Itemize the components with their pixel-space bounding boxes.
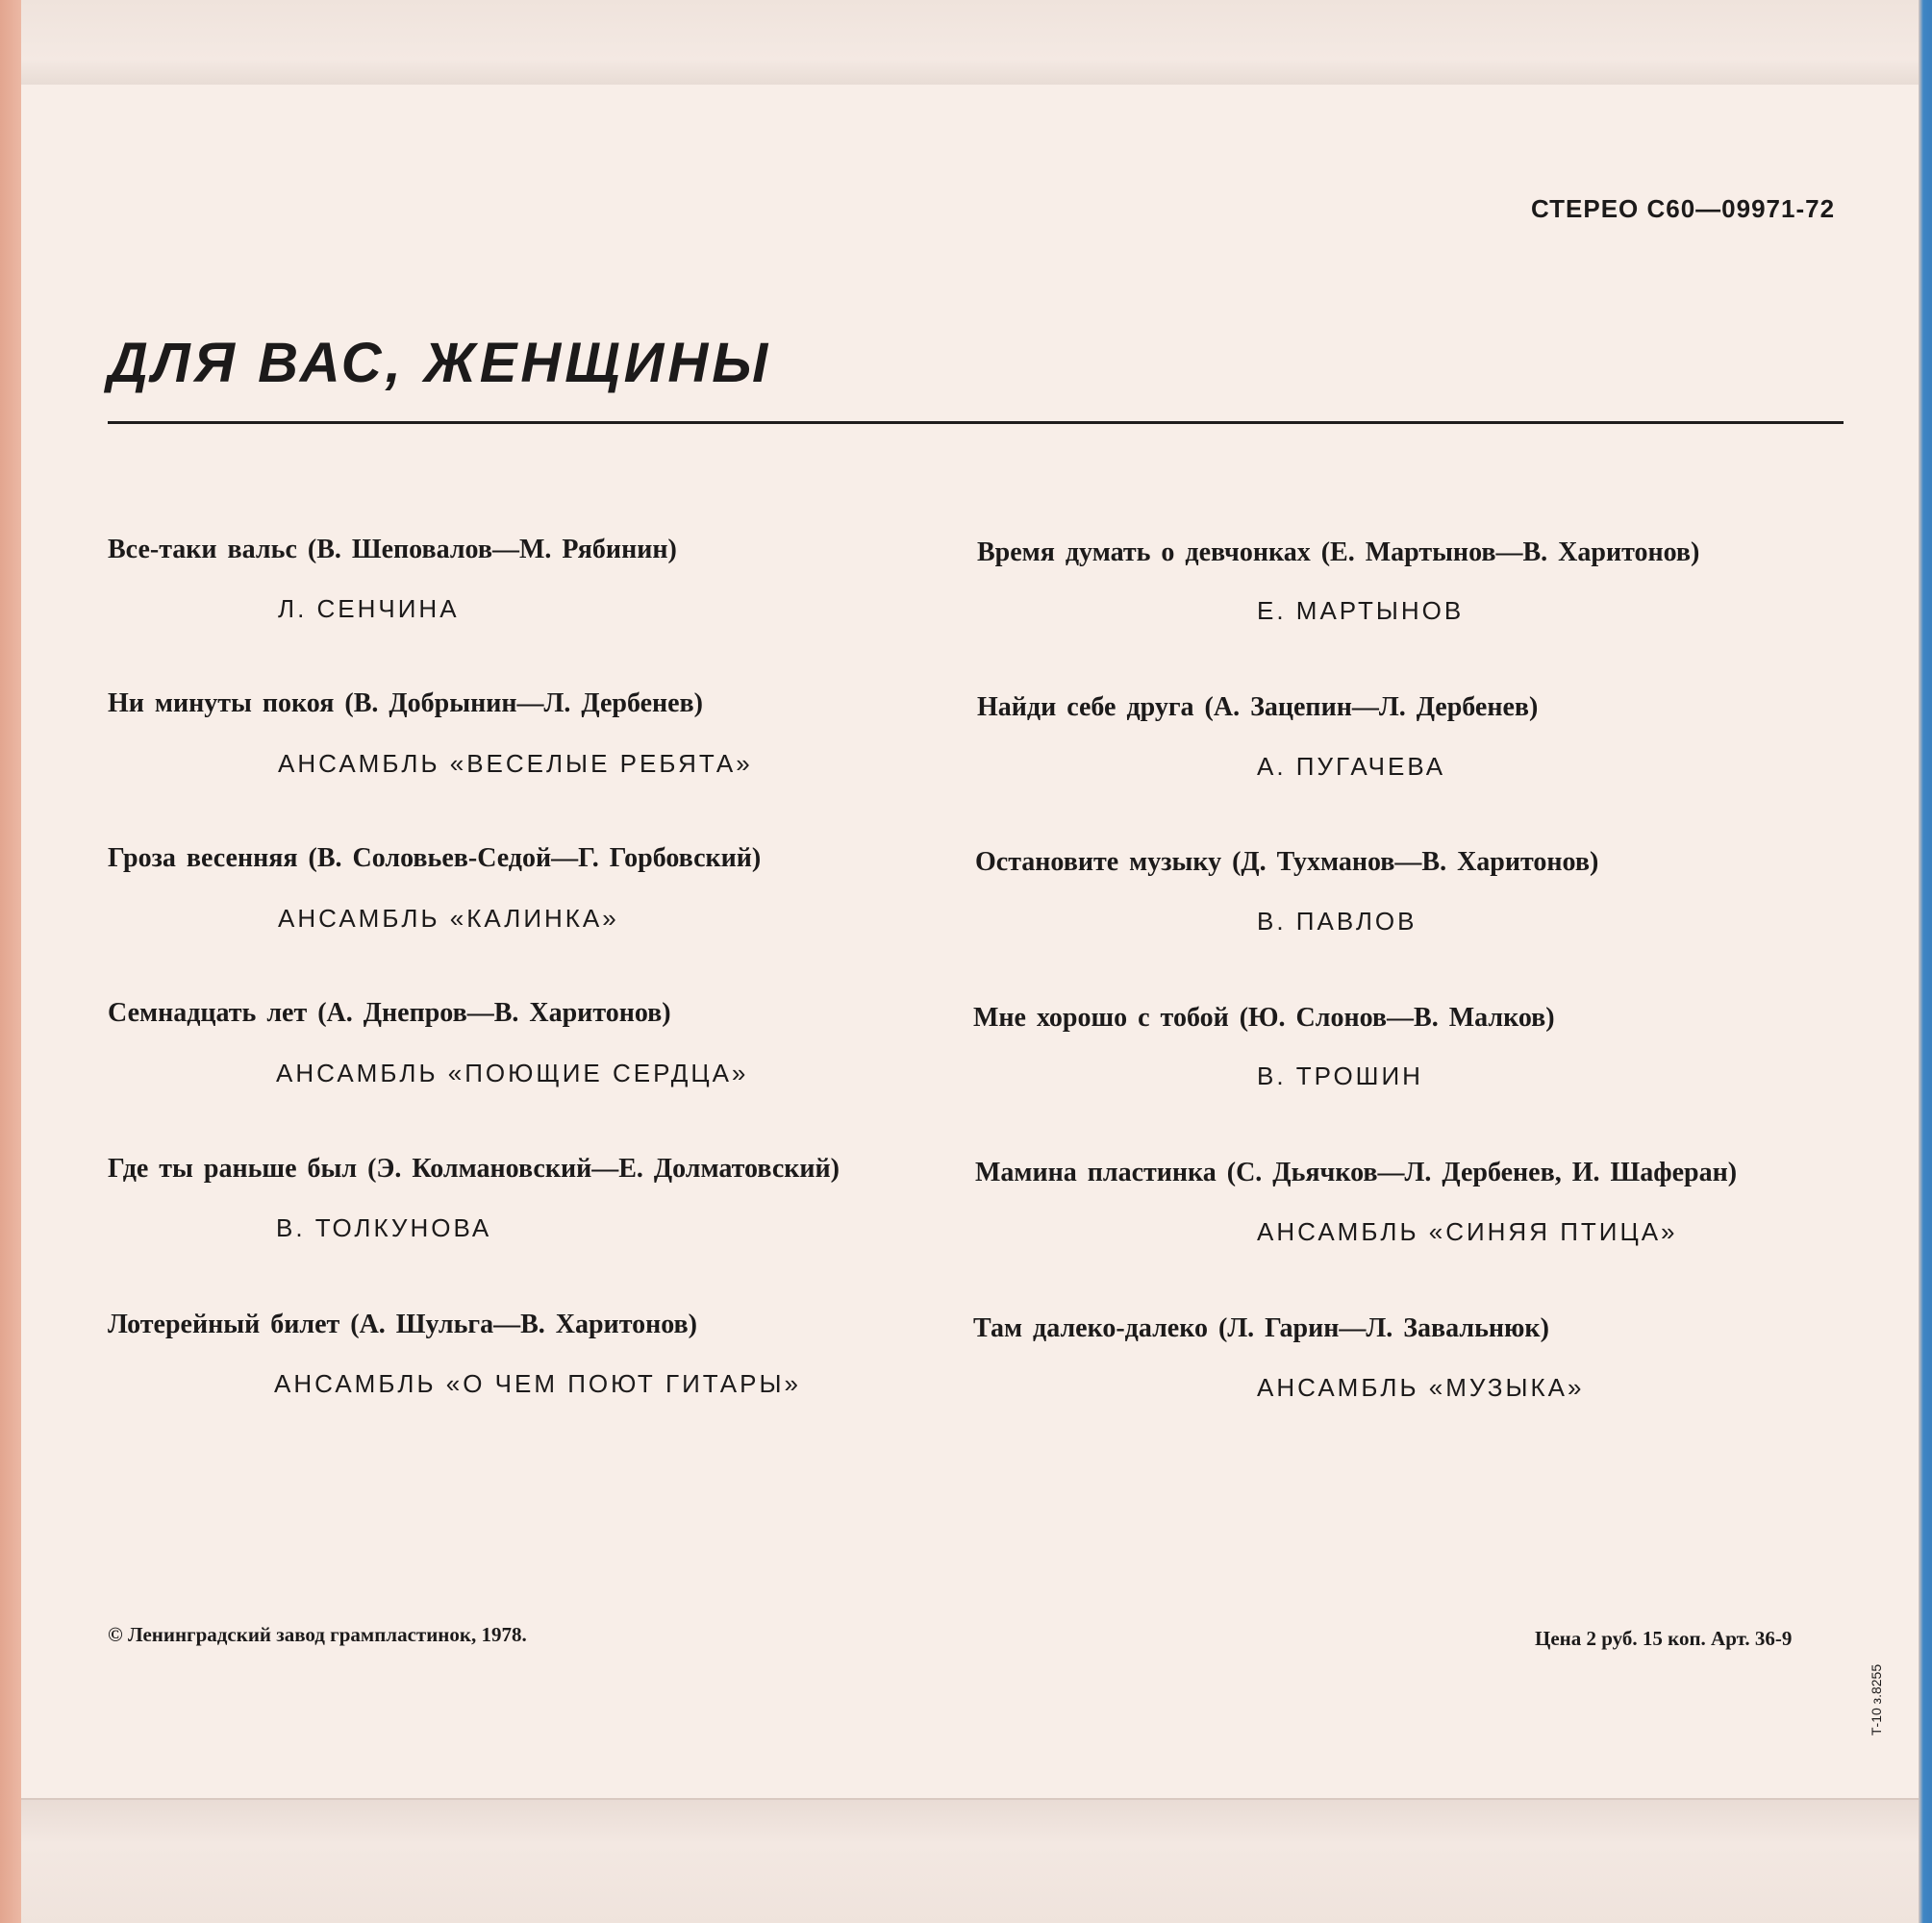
track-performer: АНСАМБЛЬ «МУЗЫКА»	[1257, 1373, 1585, 1402]
track-title: Мне хорошо с тобой (Ю. Слонов—В. Малков)	[973, 1003, 1555, 1033]
track-title: Все-таки вальс (В. Шеповалов—М. Рябинин)	[108, 535, 677, 564]
left-edge-strip	[0, 0, 21, 1923]
track-title: Лотерейный билет (А. Шульга—В. Харитонов)	[108, 1310, 697, 1339]
print-code: Т-10 з.8255	[1869, 1663, 1884, 1736]
track-performer: АНСАМБЛЬ «ПОЮЩИЕ СЕРДЦА»	[276, 1059, 749, 1087]
top-flap	[0, 0, 1932, 87]
track-title: Гроза весенняя (В. Соловьев-Седой—Г. Горбовский)	[108, 843, 762, 873]
track-performer: В. ПАВЛОВ	[1257, 907, 1418, 936]
right-edge-strip	[1919, 0, 1932, 1923]
track-performer: В. ТРОШИН	[1257, 1061, 1423, 1090]
track-title: Мамина пластинка (С. Дьячков—Л. Дербенев, И. Шаферан)	[975, 1158, 1738, 1187]
track-performer: АНСАМБЛЬ «КАЛИНКА»	[278, 904, 619, 933]
track-title: Время думать о девчонках (Е. Мартынов—В. Харитонов)	[977, 537, 1700, 567]
title-divider	[108, 421, 1844, 424]
track-performer: Е. МАРТЫНОВ	[1257, 596, 1465, 625]
track-performer: АНСАМБЛЬ «О ЧЕМ ПОЮТ ГИТАРЫ»	[274, 1369, 801, 1398]
track-performer: АНСАМБЛЬ «ВЕСЕЛЫЕ РЕБЯТА»	[278, 749, 753, 778]
catalog-number: СТЕРЕО С60—09971-72	[1531, 194, 1836, 223]
track-title: Остановите музыку (Д. Тухманов—В. Харитонов)	[975, 847, 1599, 877]
copyright-notice: © Ленинградский завод грампластинок, 1978.	[108, 1623, 527, 1646]
track-title: Найди себе друга (А. Зацепин—Л. Дербенев)	[977, 692, 1539, 722]
track-title: Там далеко-далеко (Л. Гарин—Л. Завальнюк)	[973, 1313, 1549, 1343]
track-title: Где ты раньше был (Э. Колмановский—Е. Долматовский)	[108, 1154, 840, 1184]
track-performer: В. ТОЛКУНОВА	[276, 1213, 492, 1242]
track-performer: А. ПУГАЧЕВА	[1257, 752, 1446, 781]
price-label: Цена 2 руб. 15 коп. Арт. 36-9	[1535, 1627, 1793, 1650]
track-title: Семнадцать лет (А. Днепров—В. Харитонов)	[108, 998, 671, 1028]
track-performer: Л. СЕНЧИНА	[278, 594, 460, 623]
track-performer: АНСАМБЛЬ «СИНЯЯ ПТИЦА»	[1257, 1217, 1678, 1246]
bottom-flap	[0, 1798, 1932, 1923]
track-title: Ни минуты покоя (В. Добрынин—Л. Дербенев)	[108, 688, 704, 718]
album-title: ДЛЯ ВАС, ЖЕНЩИНЫ	[108, 332, 772, 394]
